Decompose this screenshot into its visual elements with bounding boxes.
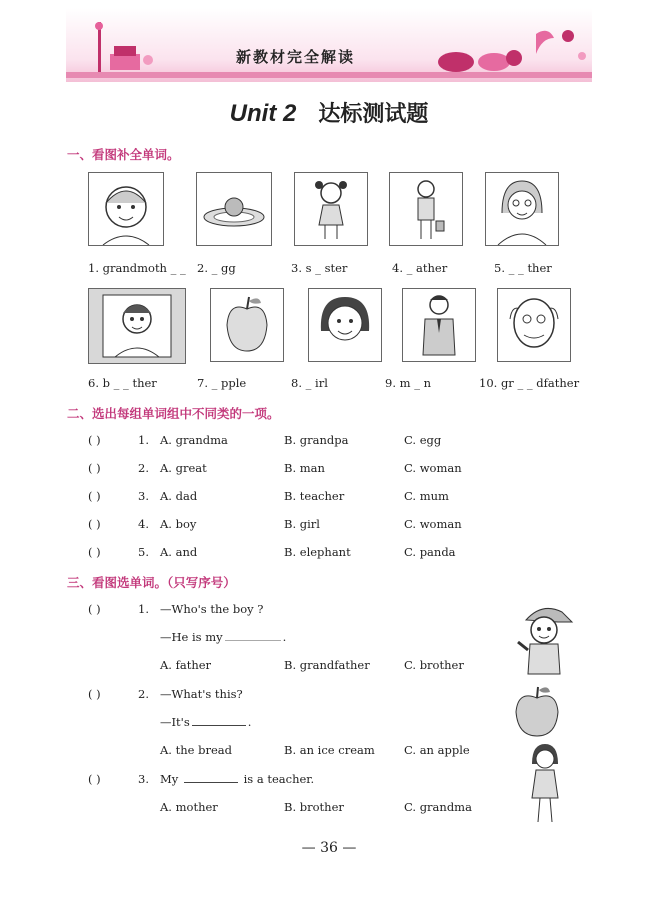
option-a: A. boy: [160, 517, 197, 531]
option-b: B. brother: [284, 800, 344, 814]
answer-paren[interactable]: ( ): [88, 545, 101, 559]
unit-title: Unit 2: [229, 100, 297, 127]
option-c: C. egg: [404, 433, 442, 447]
answer-paren[interactable]: ( ): [88, 461, 101, 475]
word-item-9: 9. m _ n: [385, 376, 431, 390]
question-text: —What's this?: [160, 687, 243, 701]
q-number: 3.: [138, 489, 149, 503]
answer-paren[interactable]: ( ): [88, 772, 101, 786]
father-picture: [389, 172, 463, 246]
answer-paren[interactable]: ( ): [88, 489, 101, 503]
q-number: 4.: [138, 517, 149, 531]
option-a: A. the bread: [160, 743, 232, 757]
option-c: C. mum: [404, 489, 449, 503]
option-a: A. mother: [160, 800, 218, 814]
apple-picture: [210, 288, 284, 362]
section-2-heading: 二、选出每组单词组中不同类的一项。: [67, 406, 280, 421]
q-number: 1.: [138, 433, 149, 447]
page-number: — 36 —: [301, 840, 357, 856]
answer-line: —It's .: [160, 715, 252, 729]
word-item-4: 4. _ ather: [392, 261, 448, 275]
answer-paren[interactable]: ( ): [88, 517, 101, 531]
header-decoration-left: [82, 18, 162, 76]
q-number: 1.: [138, 602, 149, 616]
answer-prefix: —He is my: [160, 630, 223, 644]
q-number: 3.: [138, 772, 149, 786]
mother-picture: [485, 172, 559, 246]
section-3-heading: 三、看图选单词。（只写序号）: [67, 575, 236, 590]
answer-paren[interactable]: ( ): [88, 687, 101, 701]
fill-blank[interactable]: [225, 639, 281, 641]
option-b: B. elephant: [284, 545, 351, 559]
q-number: 2.: [138, 461, 149, 475]
option-b: B. teacher: [284, 489, 345, 503]
woman-illustration: [520, 742, 570, 828]
question-prefix: My: [160, 772, 179, 786]
word-item-8: 8. _ irl: [291, 376, 328, 390]
option-b: B. man: [284, 461, 325, 475]
man-picture: [402, 288, 476, 362]
fill-blank[interactable]: [184, 781, 238, 783]
grandma-picture: [88, 172, 164, 246]
option-c: C. an apple: [404, 743, 470, 757]
option-b: B. grandfather: [284, 658, 370, 672]
word-item-2: 2. _ gg: [197, 261, 236, 275]
boy-illustration: [508, 602, 578, 676]
word-item-5: 5. _ _ ther: [494, 261, 552, 275]
word-item-3: 3. s _ ster: [291, 261, 348, 275]
answer-prefix: —It's: [160, 715, 190, 729]
apple-illustration: [510, 684, 564, 740]
option-b: B. an ice cream: [284, 743, 375, 757]
option-c: C. grandma: [404, 800, 472, 814]
q-number: 5.: [138, 545, 149, 559]
header-title: 新教材完全解读: [236, 48, 356, 66]
header-decoration-right: [436, 24, 592, 74]
egg-picture: [196, 172, 272, 246]
option-a: A. great: [160, 461, 207, 475]
q-number: 2.: [138, 687, 149, 701]
grandfather-picture: [497, 288, 571, 362]
fill-blank[interactable]: [192, 724, 246, 726]
answer-paren[interactable]: ( ): [88, 433, 101, 447]
test-title: 达标测试题: [318, 102, 429, 127]
option-b: B. girl: [284, 517, 320, 531]
option-c: C. woman: [404, 461, 462, 475]
word-item-1: 1. grandmoth _ _: [88, 261, 186, 275]
option-a: A. grandma: [160, 433, 228, 447]
answer-line: —He is my .: [160, 630, 287, 644]
option-b: B. grandpa: [284, 433, 349, 447]
option-c: C. panda: [404, 545, 456, 559]
word-item-10: 10. gr _ _ dfather: [479, 376, 580, 390]
question-text: [160, 772, 314, 786]
sister-picture: [294, 172, 368, 246]
question-text: —Who's the boy ?: [160, 602, 264, 616]
word-item-6: 6. b _ _ ther: [88, 376, 157, 390]
answer-paren[interactable]: ( ): [88, 602, 101, 616]
word-item-7: 7. _ pple: [197, 376, 247, 390]
option-a: A. and: [160, 545, 198, 559]
header-bar: [66, 72, 592, 78]
page-title: [0, 97, 658, 128]
option-a: A. dad: [160, 489, 198, 503]
option-c: C. brother: [404, 658, 464, 672]
option-c: C. woman: [404, 517, 462, 531]
question-suffix: is a teacher.: [243, 772, 315, 786]
girl-picture: [308, 288, 382, 362]
brother-picture: [88, 288, 186, 364]
section-1-heading: 一、看图补全单词。: [67, 147, 180, 162]
option-a: A. father: [160, 658, 212, 672]
